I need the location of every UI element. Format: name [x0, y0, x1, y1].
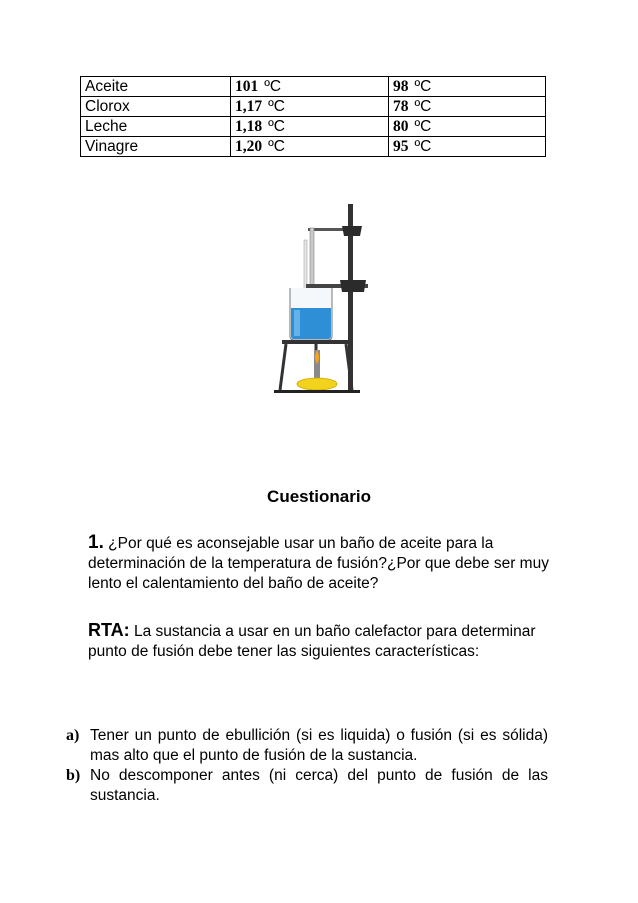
- middle-clamp-knob: [340, 280, 366, 292]
- value: 1,20: [235, 138, 263, 155]
- substance-name: Vinagre: [81, 137, 231, 157]
- answer-text: La sustancia a usar en un baño calefactor para determinar punto de fusión debe tener las siguientes características:: [88, 623, 536, 660]
- list-item-text: Tener un punto de ebullición (si es liquida) o fusión (si es sólida) mas alto que el punto de fusión de la sustancia.: [90, 727, 548, 764]
- table-row: [81, 77, 546, 97]
- value-cell: [389, 117, 546, 137]
- tripod-top: [282, 340, 352, 344]
- unit: ºC: [414, 78, 432, 95]
- table-row: [81, 117, 546, 137]
- answer-paragraph: [88, 620, 558, 662]
- substance-name: Leche: [81, 117, 231, 137]
- unit: ºC: [268, 138, 285, 155]
- table-row: [81, 97, 546, 117]
- unit: ºC: [414, 118, 432, 135]
- unit: ºC: [414, 138, 432, 155]
- list-item-text: No descomponer antes (ni cerca) del punto de fusión de las sustancia.: [90, 767, 548, 804]
- ground: [274, 390, 360, 393]
- table-row: [81, 137, 546, 157]
- unit: ºC: [268, 118, 285, 135]
- value: 1,18: [235, 118, 263, 135]
- question-text: ¿Por qué es aconsejable usar un baño de aceite para la determinación de la temperatura de fusión?¿Por que debe ser muy lento el calentamiento del baño de aceite?: [88, 535, 549, 592]
- burner-base: [297, 378, 337, 390]
- value: 95: [393, 138, 409, 155]
- value: 98: [393, 78, 409, 95]
- unit: ºC: [414, 98, 432, 115]
- question-paragraph: [88, 533, 558, 594]
- value: 80: [393, 118, 409, 135]
- list-item: [66, 726, 548, 766]
- liquid-highlight: [294, 310, 300, 336]
- answer-label: RTA:: [88, 620, 130, 640]
- substance-name: Clorox: [81, 97, 231, 117]
- value: 1,17: [235, 98, 263, 115]
- value-cell: [231, 117, 389, 137]
- substance-name: Aceite: [81, 77, 231, 97]
- value-cell: [231, 97, 389, 117]
- value: 101: [235, 78, 259, 95]
- section-heading: Cuestionario: [267, 487, 371, 506]
- unit: ºC: [264, 78, 282, 95]
- value-cell: [231, 137, 389, 157]
- melting-point-apparatus-illustration: [270, 200, 380, 396]
- value-cell: [389, 77, 546, 97]
- characteristics-list: [66, 726, 548, 806]
- list-marker: b): [66, 767, 81, 784]
- question-number: 1.: [88, 532, 104, 553]
- value-cell: [389, 97, 546, 117]
- melting-point-table: [80, 76, 546, 157]
- unit: ºC: [268, 98, 285, 115]
- value-cell: [389, 137, 546, 157]
- upper-clamp-knob: [342, 226, 362, 236]
- list-marker: a): [66, 727, 80, 744]
- value: 78: [393, 98, 409, 115]
- value-cell: [231, 77, 389, 97]
- list-item: [66, 766, 548, 806]
